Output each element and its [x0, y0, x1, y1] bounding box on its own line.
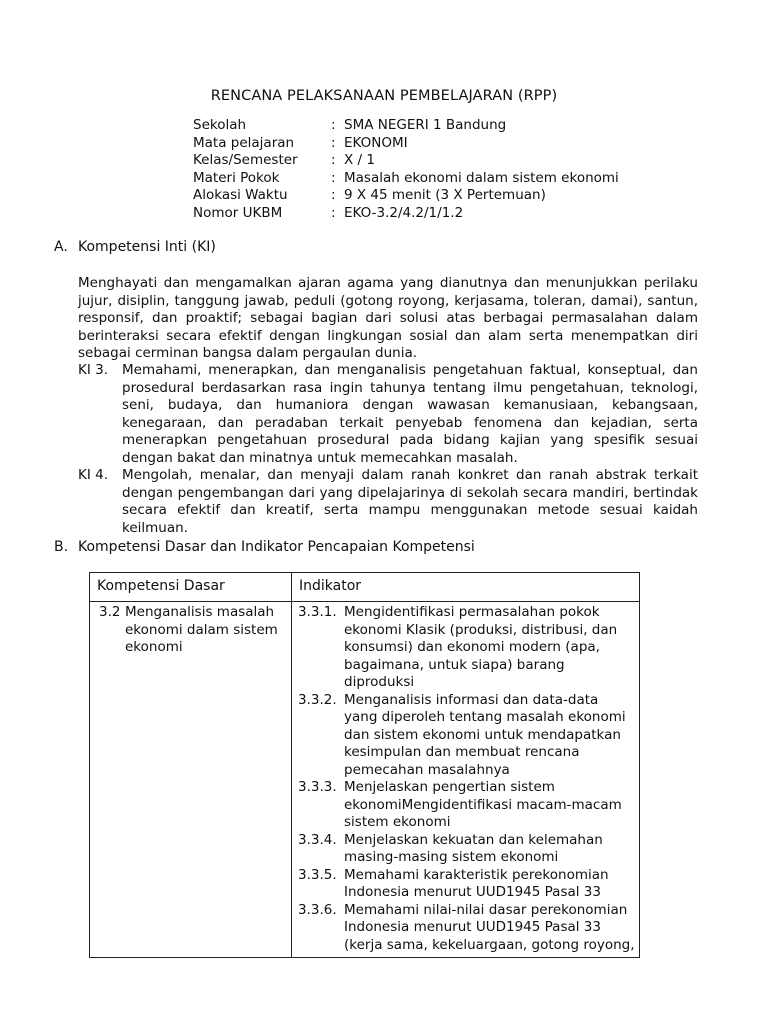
document-title: RENCANA PELAKSANAAN PEMBELAJARAN (RPP)	[210, 88, 558, 104]
info-label: Alokasi Waktu	[193, 187, 288, 203]
header-indikator: Indikator	[292, 573, 640, 602]
competency-table	[89, 572, 640, 958]
info-label: Mata pelajaran	[193, 134, 295, 151]
info-separator: :	[331, 152, 336, 168]
section-title: Kompetensi Inti (KI)	[78, 239, 216, 255]
ki3-number: KI 3.	[78, 362, 109, 378]
kd-cell	[90, 602, 292, 958]
indicator-text: Memahami karakteristik perekonomian Indonesia menurut UUD1945 Pasal 33	[344, 866, 609, 900]
info-value: SMA NEGERI 1 Bandung	[344, 117, 507, 133]
info-row-topic	[193, 170, 619, 188]
indicator-item	[298, 832, 635, 867]
ki3-text: Memahami, menerapkan, dan menganalisis pengetahuan faktual, konseptual, dan prosedural berdasarkan rasa ingin tahunya tentang ilmu pengetahuan, teknologi, seni, budaya, dan humaniora dengan wawasan kemanusiaan, kebangsaan, kenegaraan, dan peradaban terkait penyebab fenomena dan kejadian, serta menerapkan pengetahuan prosedural pada bidang kajian yang spesifik sesuai dengan bakat dan minatnya untuk memecahkan masalah.	[122, 362, 698, 466]
info-label: Kelas/Semester	[193, 152, 298, 168]
indicator-code: 3.3.1.	[298, 604, 337, 620]
info-row-time	[193, 187, 619, 205]
section-a-heading	[54, 239, 216, 255]
indicator-text: Menjelaskan pengertian sistem ekonomiMengidentifikasi macam-macam sistem ekonomi	[344, 779, 622, 830]
indicator-item	[298, 867, 635, 902]
info-row-school	[193, 117, 619, 135]
indicator-text: Mengidentifikasi permasalahan pokok ekonomi Klasik (produksi, distribusi, dan konsumsi) dan ekonomi modern (apa, bagaimana, untuk siapa) barang diproduksi	[344, 604, 618, 690]
info-separator: :	[331, 134, 336, 151]
ki4-item	[78, 467, 698, 537]
info-value: X / 1	[344, 152, 375, 168]
info-label: Nomor UKBM	[193, 204, 283, 221]
kd-text: Menganalisis masalah ekonomi dalam sistem ekonomi	[125, 604, 278, 655]
info-label: Materi Pokok	[193, 169, 280, 186]
ki-intro-paragraph: Menghayati dan mengamalkan ajaran agama yang dianutnya dan menunjukkan perilaku jujur, disiplin, tanggung jawab, peduli (gotong royong, kerjasama, toleran, damai), santun, responsif, dan proaktif; sebagai bagian dari solusi atas berbagai permasalahan dalam berinteraksi secara efektif dengan lingkungan sosial dan alam serta menempatkan diri sebagai cerminan bangsa dalam pergaulan dunia.	[78, 275, 698, 361]
header-kompetensi-dasar: Kompetensi Dasar	[90, 573, 292, 602]
kd-entry	[99, 604, 287, 657]
ki4-text: Mengolah, menalar, dan menyaji dalam ranah konkret dan ranah abstrak terkait dengan pengembangan dari yang dipelajarinya di sekolah secara mandiri, bertindak secara efektif dan kreatif, serta mampu menggunakan metode sesuai kaidah keilmuan.	[122, 467, 698, 536]
info-separator: :	[331, 117, 336, 133]
indicator-code: 3.3.4.	[298, 831, 337, 848]
section-b-heading	[54, 539, 475, 555]
table-header-row	[90, 573, 640, 602]
info-row-ukbm	[193, 205, 619, 223]
info-separator: :	[331, 204, 336, 221]
table-row	[90, 602, 640, 958]
ki4-number: KI 4.	[78, 467, 109, 483]
indicator-item	[298, 779, 635, 832]
kd-code: 3.2	[99, 604, 121, 620]
indicator-item	[298, 692, 635, 780]
indicator-code: 3.3.5.	[298, 866, 337, 883]
indicator-text: Menjelaskan kekuatan dan kelemahan masing-masing sistem ekonomi	[344, 831, 603, 865]
info-label: Sekolah	[193, 117, 247, 133]
indicator-code: 3.3.3.	[298, 779, 337, 795]
section-title: Kompetensi Dasar dan Indikator Pencapaian Kompetensi	[78, 539, 475, 555]
info-row-subject	[193, 135, 619, 153]
ki3-item	[78, 362, 698, 467]
info-value: 9 X 45 menit (3 X Pertemuan)	[344, 187, 546, 203]
info-value: EKONOMI	[344, 134, 408, 151]
indicator-text: Menganalisis informasi dan data-data yang diperoleh tentang masalah ekonomi dan sistem ekonomi untuk mendapatkan kesimpulan dan membuat rencana pemecahan masalahnya	[344, 691, 626, 778]
indicator-cell	[292, 602, 640, 958]
section-number: A.	[54, 239, 68, 255]
info-separator: :	[331, 187, 336, 203]
info-value: Masalah ekonomi dalam sistem ekonomi	[344, 169, 619, 186]
section-number: B.	[54, 539, 69, 555]
indicator-code: 3.3.6.	[298, 901, 337, 918]
indicator-code: 3.3.2.	[298, 691, 337, 708]
indicator-item	[298, 902, 635, 955]
info-separator: :	[331, 169, 336, 186]
indicator-item	[298, 604, 635, 692]
indicator-text: Memahami nilai-nilai dasar perekonomian Indonesia menurut UUD1945 Pasal 33 (kerja sama, kekeluargaan, gotong royong,	[344, 901, 635, 953]
info-row-class	[193, 152, 619, 170]
info-value: EKO-3.2/4.2/1/1.2	[344, 204, 464, 221]
identity-block	[193, 117, 619, 222]
